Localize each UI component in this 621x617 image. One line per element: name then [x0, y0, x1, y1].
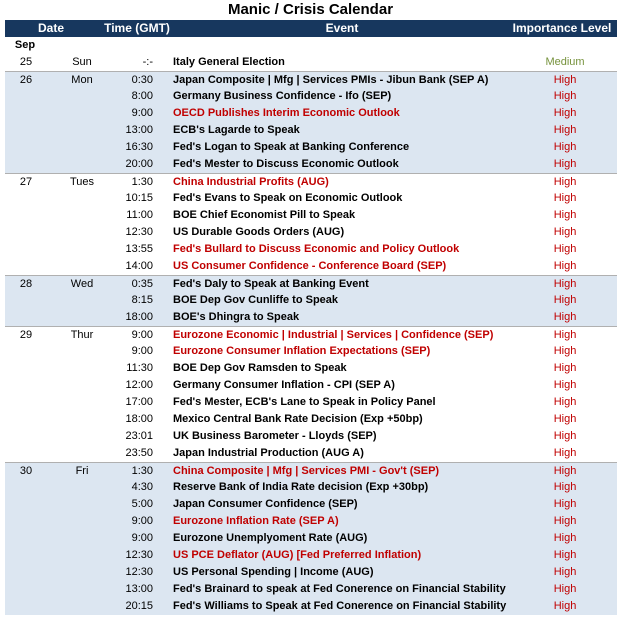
row-importance: High: [553, 481, 577, 493]
row-event: Eurozone Unemplyoment Rate (AUG): [173, 532, 368, 544]
header-event: Event: [325, 21, 359, 35]
table-row: [5, 292, 617, 309]
row-time: 18:00: [125, 311, 153, 323]
row-importance: High: [553, 311, 577, 323]
row-importance: High: [553, 141, 577, 153]
row-importance: High: [553, 515, 577, 527]
row-importance: High: [553, 379, 577, 391]
row-importance: High: [553, 243, 577, 255]
row-importance: High: [553, 226, 577, 238]
row-importance: High: [553, 532, 577, 544]
table-row: [5, 309, 617, 326]
table-row: [5, 173, 617, 190]
row-event: Germany Business Confidence - Ifo (SEP): [173, 90, 392, 102]
row-event: Fed's Bullard to Discuss Economic and Policy Outlook: [173, 243, 460, 255]
table-row: [5, 530, 617, 547]
row-time: 9:00: [131, 532, 153, 544]
table-row: [5, 71, 617, 88]
row-importance: High: [553, 209, 577, 221]
table-row: [5, 360, 617, 377]
table-row: [5, 224, 617, 241]
row-day: Tues: [69, 176, 95, 188]
row-event: Eurozone Consumer Inflation Expectations (SEP): [173, 345, 431, 357]
row-time: 20:15: [125, 600, 153, 612]
row-time: 13:00: [125, 583, 153, 595]
row-event: China Industrial Profits (AUG): [173, 176, 329, 188]
table-row: [5, 241, 617, 258]
row-event: UK Business Barometer - Lloyds (SEP): [173, 430, 377, 442]
row-event: Germany Consumer Inflation - CPI (SEP A): [173, 379, 395, 391]
row-date: 28: [19, 278, 33, 290]
table-row: [5, 564, 617, 581]
table-row: [5, 258, 617, 275]
header-time: Time (GMT): [104, 21, 170, 35]
table-row: [5, 513, 617, 530]
table-row: [5, 105, 617, 122]
row-event: BOE Dep Gov Cunliffe to Speak: [173, 294, 339, 306]
row-importance: High: [553, 583, 577, 595]
row-time: 16:30: [125, 141, 153, 153]
row-importance: Medium: [545, 56, 585, 68]
row-importance: High: [553, 90, 577, 102]
row-event: Japan Composite | Mfg | Services PMIs - Jibun Bank (SEP A): [173, 74, 489, 86]
row-event: BOE Dep Gov Ramsden to Speak: [173, 362, 347, 374]
row-importance: High: [553, 278, 577, 290]
row-date: 27: [19, 176, 33, 188]
row-importance: High: [553, 158, 577, 170]
row-time: 18:00: [125, 413, 153, 425]
month-label: Sep: [14, 39, 36, 51]
row-importance: High: [553, 74, 577, 86]
row-event: Fed's Williams to Speak at Fed Conerence on Financial Stability: [173, 600, 507, 612]
row-importance: High: [553, 345, 577, 357]
table-row: [5, 377, 617, 394]
row-time: 1:30: [131, 465, 153, 477]
table-row: [5, 275, 617, 292]
row-time: 14:00: [125, 260, 153, 272]
row-date: 26: [19, 74, 33, 86]
table-row: [5, 496, 617, 513]
table-row: [5, 88, 617, 105]
row-date: 30: [19, 465, 33, 477]
row-time: 9:00: [131, 515, 153, 527]
row-event: Fed's Daly to Speak at Banking Event: [173, 278, 369, 290]
row-event: Reserve Bank of India Rate decision (Exp +30bp): [173, 481, 429, 493]
row-importance: High: [553, 107, 577, 119]
row-importance: High: [553, 413, 577, 425]
row-importance: High: [553, 566, 577, 578]
row-event: Fed's Brainard to speak at Fed Conerence on Financial Stability: [173, 583, 506, 595]
row-importance: High: [553, 396, 577, 408]
row-importance: High: [553, 430, 577, 442]
table-row: [5, 207, 617, 224]
row-event: Fed's Logan to Speak at Banking Conference: [173, 141, 410, 153]
row-time: 23:50: [125, 447, 153, 459]
row-time: 12:30: [125, 549, 153, 561]
row-event: ECB's Lagarde to Speak: [173, 124, 300, 136]
table-header: [5, 20, 617, 37]
row-time: 10:15: [125, 192, 153, 204]
page-title: Manic / Crisis Calendar: [227, 1, 394, 18]
header-importance: Importance Level: [512, 21, 612, 35]
table-row: [5, 394, 617, 411]
row-time: 9:00: [131, 345, 153, 357]
row-time: 12:30: [125, 226, 153, 238]
table-row: [5, 139, 617, 156]
table-row: [5, 581, 617, 598]
row-time: 9:00: [131, 329, 153, 341]
row-importance: High: [553, 192, 577, 204]
row-date: 25: [19, 56, 33, 68]
row-event: Japan Industrial Production (AUG A): [173, 447, 364, 459]
row-time: 17:00: [125, 396, 153, 408]
row-day: Wed: [70, 278, 94, 290]
table-row: [5, 122, 617, 139]
row-day: Thur: [70, 329, 94, 341]
row-event: US Durable Goods Orders (AUG): [173, 226, 345, 238]
row-event: US Consumer Confidence - Conference Board (SEP): [173, 260, 447, 272]
row-event: US PCE Deflator (AUG) [Fed Preferred Inflation): [173, 549, 422, 561]
table-row: [5, 190, 617, 207]
row-time: 11:30: [126, 362, 153, 374]
row-day: Sun: [72, 56, 92, 68]
table-row: [5, 598, 617, 615]
table-row: [5, 445, 617, 462]
header-date: Date: [37, 21, 64, 35]
row-time: 12:30: [125, 566, 153, 578]
table-row: [5, 428, 617, 445]
row-importance: High: [553, 362, 577, 374]
row-day: Fri: [75, 465, 89, 477]
row-event: US Personal Spending | Income (AUG): [173, 566, 374, 578]
row-importance: High: [553, 447, 577, 459]
row-importance: High: [553, 260, 577, 272]
row-event: Mexico Central Bank Rate Decision (Exp +50bp): [173, 413, 423, 425]
row-time: 13:55: [125, 243, 153, 255]
row-importance: High: [553, 329, 577, 341]
row-time: 12:00: [125, 379, 153, 391]
row-time: 0:30: [131, 74, 153, 86]
table-row: [5, 411, 617, 428]
row-time: 23:01: [125, 430, 153, 442]
row-time: 9:00: [131, 107, 153, 119]
row-event: Eurozone Economic | Industrial | Services | Confidence (SEP): [173, 329, 494, 341]
row-importance: High: [553, 600, 577, 612]
row-importance: High: [553, 549, 577, 561]
table-row: [5, 547, 617, 564]
row-importance: High: [553, 465, 577, 477]
calendar-table: [5, 54, 617, 615]
row-event: OECD Publishes Interim Economic Outlook: [173, 107, 400, 119]
row-importance: High: [553, 498, 577, 510]
row-time: -:-: [142, 56, 153, 68]
row-importance: High: [553, 294, 577, 306]
row-time: 8:00: [131, 90, 153, 102]
row-event: BOE Chief Economist Pill to Speak: [173, 209, 356, 221]
table-row: [5, 54, 617, 71]
row-event: Italy General Election: [173, 56, 285, 68]
row-date: 29: [19, 329, 33, 341]
row-time: 8:15: [131, 294, 153, 306]
row-importance: High: [553, 176, 577, 188]
row-time: 1:30: [131, 176, 153, 188]
row-time: 13:00: [125, 124, 153, 136]
table-row: [5, 479, 617, 496]
row-event: Eurozone Inflation Rate (SEP A): [173, 515, 339, 527]
table-row: [5, 326, 617, 343]
row-time: 11:00: [126, 209, 153, 221]
row-importance: High: [553, 124, 577, 136]
row-event: Japan Consumer Confidence (SEP): [173, 498, 358, 510]
row-event: Fed's Evans to Speak on Economic Outlook: [173, 192, 403, 204]
table-row: [5, 156, 617, 173]
row-time: 20:00: [125, 158, 153, 170]
row-event: China Composite | Mfg | Services PMI - Gov't (SEP): [173, 465, 440, 477]
table-row: [5, 343, 617, 360]
row-day: Mon: [71, 74, 93, 86]
row-event: Fed's Mester, ECB's Lane to Speak in Policy Panel: [173, 396, 436, 408]
row-event: BOE's Dhingra to Speak: [173, 311, 300, 323]
row-time: 0:35: [131, 278, 153, 290]
row-time: 5:00: [131, 498, 153, 510]
table-row: [5, 462, 617, 479]
row-event: Fed's Mester to Discuss Economic Outlook: [173, 158, 399, 170]
row-time: 4:30: [131, 481, 153, 493]
